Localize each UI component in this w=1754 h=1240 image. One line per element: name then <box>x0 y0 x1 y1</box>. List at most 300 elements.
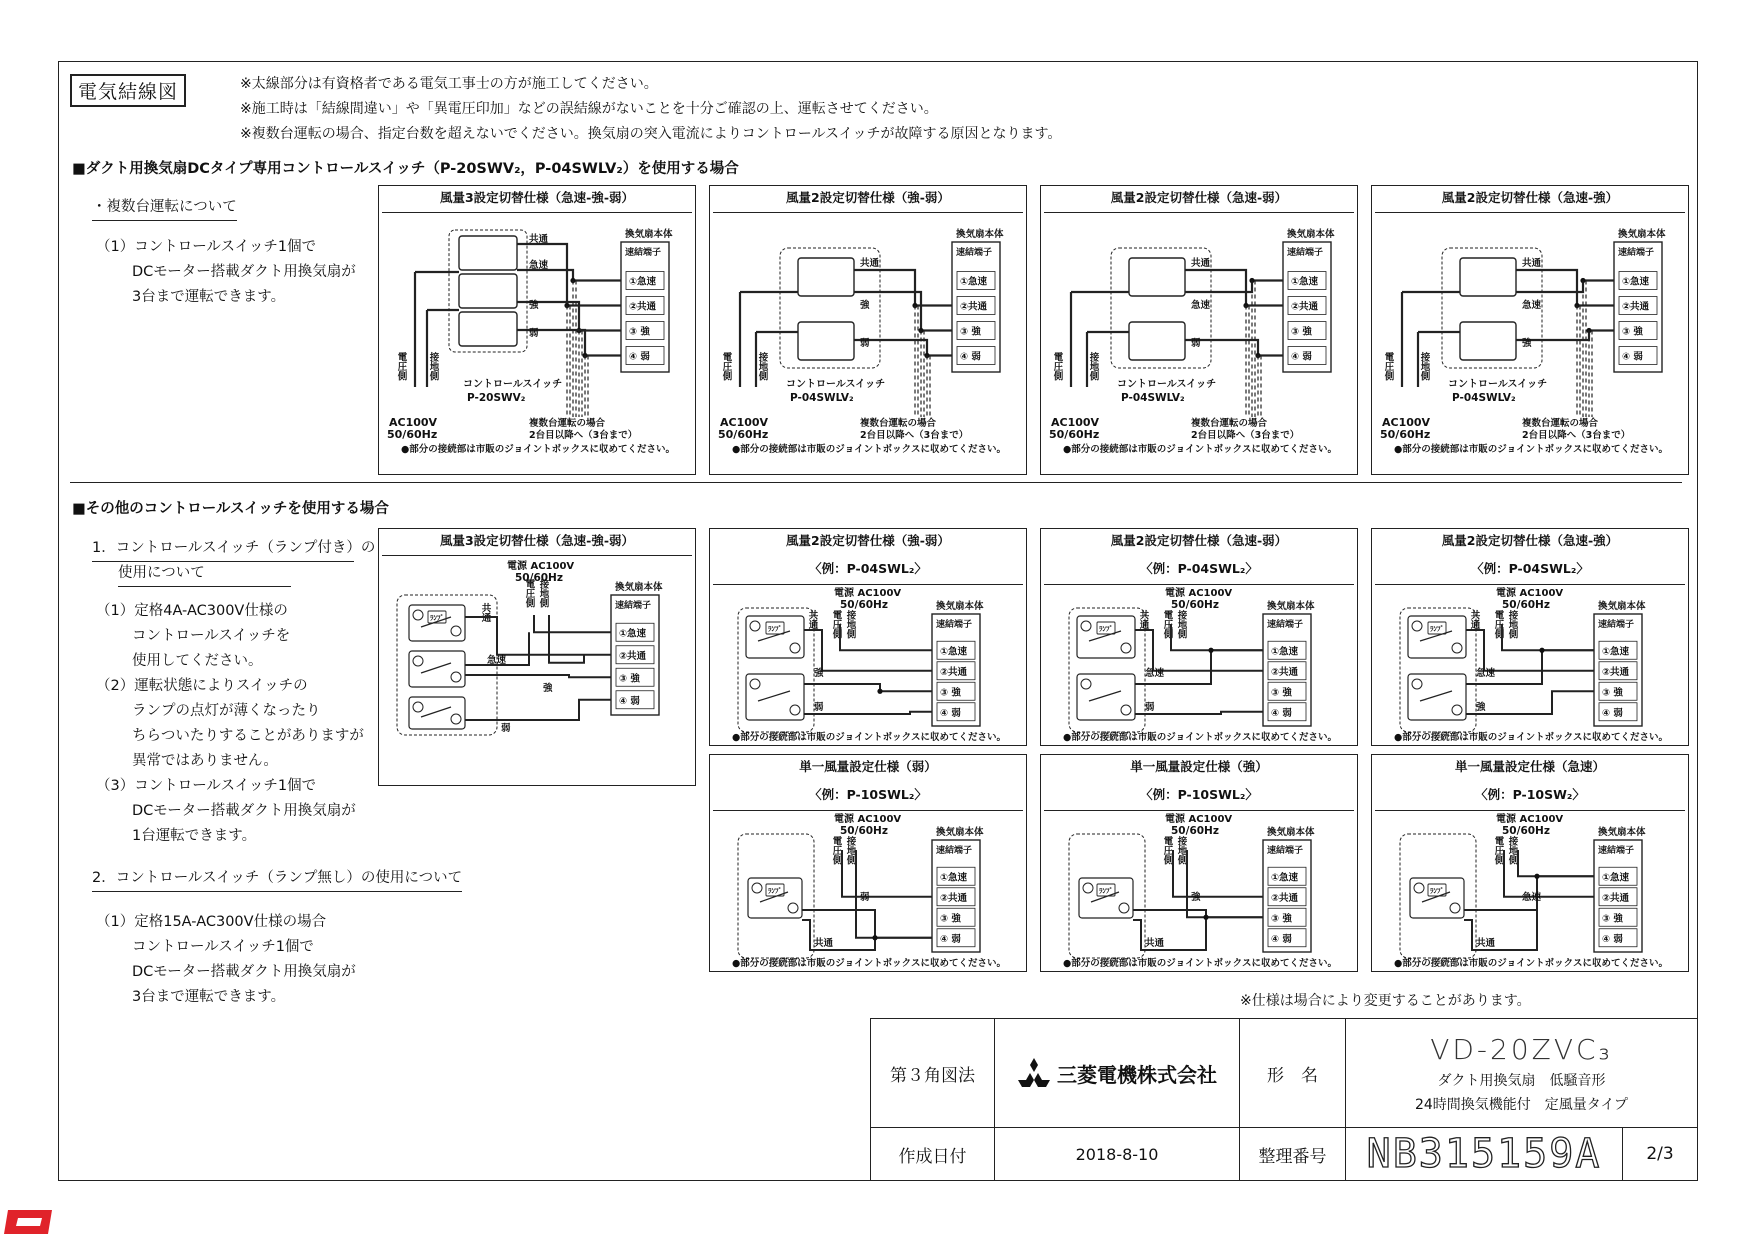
terminal-block-label: 速結端子 <box>936 846 973 856</box>
note-2: ※施工時は「結線間違い」や「異電圧印加」などの誤結線がないことを十分ご確認の上、運転させてください。 <box>240 101 938 117</box>
section2-item2-line: コントロールスイッチ1個で <box>132 939 314 955</box>
wire-label-speed: 弱 <box>860 892 870 903</box>
terminal-label: ①急速 <box>1271 872 1299 884</box>
lamp-label: ﾗﾝﾌﾟ <box>768 887 782 895</box>
terminal-label: ④ 弱 <box>1271 707 1292 719</box>
voltage-side-label: 電圧側 <box>1051 352 1063 381</box>
fan-body-label: 換気扇本体 <box>1618 229 1666 240</box>
terminal-label: ②共通 <box>940 666 968 678</box>
panel-title: 単一風量設定仕様（急速） <box>1454 759 1605 774</box>
panel-title: 風量3設定切替仕様（急速-強-弱） <box>439 533 635 548</box>
switch-unit <box>459 312 517 346</box>
switch-unit <box>459 236 517 270</box>
terminal-label: ④ 弱 <box>1602 707 1623 719</box>
switch-contact <box>1412 621 1422 631</box>
ground-side-label: 接地側 <box>1506 610 1518 639</box>
wiring-panel-top <box>1040 185 1358 475</box>
terminal-label: ④ 弱 <box>1602 933 1623 945</box>
wiring-panel-mid <box>1040 528 1358 746</box>
switch-contact <box>413 610 423 620</box>
wire-line <box>1187 850 1263 917</box>
wire-label-common: 共通 <box>1476 938 1496 949</box>
power-hz-label: 50/60Hz <box>387 428 438 441</box>
junction-note: ●部分の接続部は市販のジョイントボックスに収めてください。 <box>1393 958 1669 969</box>
second-unit-label: 2台目以降へ（3台まで） <box>1522 430 1631 441</box>
terminal-label: ①急速 <box>960 276 988 288</box>
junction-note: ●部分の接続部は市販のジョイントボックスに収めてください。 <box>1393 732 1669 743</box>
junction-note: ●部分の接続部は市販のジョイントボックスに収めてください。 <box>400 444 676 455</box>
wire-label-common: 共通 <box>529 234 549 245</box>
reference-number: NB315159A <box>1345 1127 1623 1181</box>
second-unit-label: 2台目以降へ（3台まで） <box>529 430 638 441</box>
terminal-label: ①急速 <box>1271 646 1299 658</box>
note-1: ※太線部分は有資格者である電気工事士の方が施工してください。 <box>240 76 658 92</box>
fan-body-label: 換気扇本体 <box>1598 601 1646 612</box>
section1-sub: ・複数台運転について <box>92 195 237 221</box>
model-name: VD-20ZVC₃ <box>1430 1032 1613 1066</box>
control-switch-label: コントロールスイッチ <box>786 379 886 390</box>
common-label: 共通 <box>1137 610 1149 629</box>
switch-unit <box>1129 322 1185 360</box>
voltage-side-label: 電圧側 <box>830 610 842 639</box>
wire-label-low: 強 <box>1476 702 1486 713</box>
switch-unit <box>459 274 517 308</box>
wire-label-rapid: 急速 <box>487 655 507 666</box>
section1-line: 3台まで運転できます。 <box>132 289 286 305</box>
section2-item1-line: 1台運転できます。 <box>132 828 257 844</box>
section2-sub1: 1．コントロールスイッチ（ランプ付き）の <box>92 536 354 562</box>
panel-title: 風量2設定切替仕様（急速-弱） <box>1110 533 1288 548</box>
terminal-label: ③ 強 <box>960 326 981 338</box>
wiring-diagram-top-3 <box>1372 212 1690 474</box>
panel-example: 〈例：P-04SWL₂〉 <box>1471 561 1589 576</box>
wiring-diagram-top-2 <box>1041 212 1359 474</box>
power-ac-label: AC100V <box>1051 416 1100 429</box>
wire-label-common: 共通 <box>860 258 880 269</box>
wiring-panel-top <box>709 185 1027 475</box>
page-number: 2/3 <box>1622 1127 1698 1181</box>
section2-sub2: 2．コントロールスイッチ（ランプ無し）の使用について <box>92 866 462 892</box>
ground-side-label: 接地側 <box>1087 352 1099 381</box>
terminal-label: ①急速 <box>1622 276 1650 288</box>
terminal-label: ①急速 <box>1602 646 1630 658</box>
section2-item1-line: （2）運転状態によりスイッチの <box>96 678 308 694</box>
wire-label-weak: 弱 <box>529 328 539 339</box>
wire-line <box>1420 691 1452 701</box>
terminal-label: ①急速 <box>619 628 647 640</box>
created-date: 2018-8-10 <box>994 1127 1240 1181</box>
power-ac-label: 電源 AC100V <box>1496 588 1564 599</box>
wire-label-speed: 強 <box>1191 892 1201 903</box>
wire-label-common: 共通 <box>814 938 834 949</box>
section-title: 電気結線図 <box>70 74 186 107</box>
spec-change-note: ※仕様は場合により変更することがあります。 <box>1240 993 1531 1009</box>
switch-contact <box>1081 679 1091 689</box>
control-switch-model: P-04SWLV₂ <box>1121 392 1185 404</box>
power-ac-label: 電源 AC100V <box>834 814 902 825</box>
lamp-label: ﾗﾝﾌﾟ <box>768 625 782 633</box>
common-label: 共通 <box>479 603 491 622</box>
terminal-label: ①急速 <box>1291 276 1319 288</box>
date-label: 作成日付 <box>870 1127 995 1181</box>
power-ac-label: 電源 AC100V <box>1496 814 1564 825</box>
switch-contact <box>451 626 461 636</box>
terminal-label: ②共通 <box>619 650 647 662</box>
wiring-diagram-lamp3 <box>379 555 697 785</box>
terminal-label: ③ 強 <box>1291 326 1312 338</box>
wire-line <box>854 292 952 331</box>
switch-contact <box>790 643 800 653</box>
wiring-panel-mid <box>1371 528 1689 746</box>
switch-contact <box>752 883 762 893</box>
section2-item1-line: ランプの点灯が薄くなったり <box>132 703 321 719</box>
wiring-diagram-single-2 <box>1372 810 1690 972</box>
wire-line <box>1133 917 1206 950</box>
switch-unit <box>798 322 854 360</box>
control-switch-model: P-04SWLV₂ <box>1452 392 1516 404</box>
junction-note: ●部分の接続部は市販のジョイントボックスに収めてください。 <box>1062 444 1338 455</box>
switch-contact <box>451 672 461 682</box>
voltage-side-label: 電圧側 <box>1492 836 1504 865</box>
terminal-label: ①急速 <box>940 646 968 658</box>
wire-label-low: 弱 <box>860 338 870 349</box>
power-ac-label: AC100V <box>389 416 438 429</box>
wire-label-mid: 急速 <box>1522 300 1542 311</box>
terminal-label: ③ 強 <box>1271 913 1292 925</box>
control-switch-model: P-20SWV₂ <box>467 392 526 404</box>
switch-contact <box>1121 705 1131 715</box>
power-hz-label: 50/60Hz <box>1171 825 1219 837</box>
control-switch-label: コントロールスイッチ <box>1117 379 1217 390</box>
junction-dot <box>1203 915 1208 920</box>
terminal-label: ③ 強 <box>1602 913 1623 925</box>
fan-body-label: 換気扇本体 <box>1267 827 1315 838</box>
ground-side-label: 接地側 <box>1175 836 1187 865</box>
junction-note: ●部分の接続部は市販のジョイントボックスに収めてください。 <box>731 958 1007 969</box>
wire-line <box>465 700 611 720</box>
section2-item2-line: 3台まで運転できます。 <box>132 989 286 1005</box>
section2-heading: ■その他のコントロールスイッチを使用する場合 <box>72 501 389 517</box>
fan-body-label: 換気扇本体 <box>1267 601 1315 612</box>
lamp-label: ﾗﾝﾌﾟ <box>1430 887 1444 895</box>
power-hz-label: 50/60Hz <box>515 572 563 584</box>
panel-example: 〈例：P-04SWL₂〉 <box>809 561 927 576</box>
wiring-diagram-single-0 <box>710 810 1028 972</box>
control-switch-label: コントロールスイッチ <box>463 379 563 390</box>
fan-body-label: 換気扇本体 <box>1598 827 1646 838</box>
voltage-side-label: 電圧側 <box>1161 610 1173 639</box>
switch-contact <box>1119 903 1129 913</box>
terminal-label: ④ 弱 <box>940 933 961 945</box>
wire-line <box>802 910 932 938</box>
junction-dot <box>1539 648 1544 653</box>
panel-title: 風量2設定切替仕様（強-弱） <box>786 533 950 548</box>
voltage-side-label: 電圧側 <box>1492 610 1504 639</box>
terminal-block-label: 速結端子 <box>625 248 662 258</box>
power-hz-label: 50/60Hz <box>1502 599 1550 611</box>
wire-line <box>804 684 932 691</box>
company-cell <box>994 1018 1240 1128</box>
terminal-label: ①急速 <box>1602 872 1630 884</box>
terminal-label: ②共通 <box>960 301 988 313</box>
section1-line: （1）コントロールスイッチ1個で <box>96 239 317 255</box>
switch-contact <box>1412 679 1422 689</box>
multi-run-label: 複数台運転の場合 <box>529 418 606 429</box>
terminal-block-label: 速結端子 <box>1598 846 1635 856</box>
wire-label-common: 共通 <box>1145 938 1165 949</box>
wire-label-speed: 急速 <box>1522 892 1542 903</box>
switch-contact <box>1414 883 1424 893</box>
second-unit-label: 2台目以降へ（3台まで） <box>860 430 969 441</box>
power-hz-label: 50/60Hz <box>1171 599 1219 611</box>
title-block <box>870 1018 1698 1181</box>
wire-label-low: 弱 <box>1191 338 1201 349</box>
multi-run-label: 複数台運転の場合 <box>860 418 937 429</box>
terminal-block-label: 速結端子 <box>956 248 993 258</box>
ground-side-label: 接地側 <box>1506 836 1518 865</box>
voltage-side-label: 電圧側 <box>523 579 535 608</box>
terminal-label: ④ 弱 <box>940 707 961 719</box>
wire-label-mid: 急速 <box>1476 668 1496 679</box>
section2-item2-line: DCモーター搭載ダクト用換気扇が <box>132 964 356 980</box>
terminal-label: ③ 強 <box>629 326 650 338</box>
junction-note: ●部分の接続部は市販のジョイントボックスに収めてください。 <box>1393 444 1669 455</box>
wiring-panel-mid <box>709 528 1027 746</box>
power-ac-label: 電源 AC100V <box>1165 814 1233 825</box>
junction-dot <box>872 935 877 940</box>
section2-sub1-cont: 使用について <box>118 561 291 587</box>
section1-heading: ■ダクト用換気扇DCタイプ専用コントロールスイッチ（P-20SWV₂，P-04SWLV₂）を使用する場合 <box>72 161 739 177</box>
wire-label-strong: 強 <box>543 683 553 694</box>
wire-line <box>534 615 611 632</box>
ground-side-label: 接地側 <box>427 352 439 381</box>
power-ac-label: 電源 AC100V <box>507 561 575 572</box>
common-label: 共通 <box>1468 610 1480 629</box>
terminal-label: ②共通 <box>940 892 968 904</box>
terminal-label: ③ 強 <box>1271 687 1292 699</box>
power-hz-label: 50/60Hz <box>718 428 769 441</box>
section-divider <box>70 482 1682 483</box>
terminal-label: ④ 弱 <box>1291 351 1312 363</box>
panel-title: 風量3設定切替仕様（急速-強-弱） <box>439 190 635 205</box>
junction-note: ●部分の接続部は市販のジョイントボックスに収めてください。 <box>731 732 1007 743</box>
panel-title: 風量2設定切替仕様（急速-強） <box>1441 533 1619 548</box>
wire-line <box>517 244 621 306</box>
fan-body-label: 換気扇本体 <box>956 229 1004 240</box>
switch-contact <box>788 903 798 913</box>
power-hz-label: 50/60Hz <box>1049 428 1100 441</box>
junction-dot <box>1534 874 1539 879</box>
wiring-panel-single <box>709 754 1027 972</box>
wiring-diagram-single-1 <box>1041 810 1359 972</box>
note-3: ※複数台運転の場合、指定台数を超えないでください。換気扇の突入電流によりコントロールスイッチが故障する原因となります。 <box>240 126 1062 142</box>
panel-title: 風量2設定切替仕様（急速-弱） <box>1110 190 1288 205</box>
wire-line <box>421 663 451 673</box>
fan-body-label: 換気扇本体 <box>625 229 673 240</box>
ground-side-label: 接地側 <box>537 579 549 608</box>
wire-line <box>517 270 621 281</box>
voltage-side-label: 電圧側 <box>720 352 732 381</box>
model-desc-2: 24時間換気機能付 定風量タイプ <box>1414 1096 1629 1113</box>
panel-example: 〈例：P-10SWL₂〉 <box>1140 787 1258 802</box>
terminal-label: ②共通 <box>1271 666 1299 678</box>
terminal-label: ③ 強 <box>940 913 961 925</box>
voltage-side-label: 電圧側 <box>1382 352 1394 381</box>
switch-contact <box>750 621 760 631</box>
terminal-label: ③ 強 <box>1622 326 1643 338</box>
wire-line <box>421 707 451 717</box>
second-unit-label: 2台目以降へ（3台まで） <box>1191 430 1300 441</box>
lamp-label: ﾗﾝﾌﾟ <box>430 614 444 622</box>
section2-item1-line: DCモーター搭載ダクト用換気扇が <box>132 803 356 819</box>
fan-body-label: 換気扇本体 <box>1287 229 1335 240</box>
fan-body-label: 換気扇本体 <box>615 582 663 593</box>
power-hz-label: 50/60Hz <box>840 599 888 611</box>
switch-contact <box>1081 621 1091 631</box>
switch-unit <box>1129 258 1185 296</box>
ground-side-label: 接地側 <box>844 610 856 639</box>
panel-title: 単一風量設定仕様（強） <box>1130 759 1268 774</box>
section1-line: DCモーター搭載ダクト用換気扇が <box>132 264 356 280</box>
multi-run-label: 複数台運転の場合 <box>1522 418 1599 429</box>
power-ac-label: 電源 AC100V <box>1165 588 1233 599</box>
section2-item1-line: （3）コントロールスイッチ1個で <box>96 778 317 794</box>
panel-example: 〈例：P-10SWL₂〉 <box>809 787 927 802</box>
wire-line <box>1185 281 1283 293</box>
terminal-block-label: 速結端子 <box>1267 846 1304 856</box>
ground-side-label: 接地側 <box>1418 352 1430 381</box>
lamp-label: ﾗﾝﾌﾟ <box>1099 887 1113 895</box>
wire-label-mid: 急速 <box>1191 300 1211 311</box>
name-label: 形 名 <box>1239 1018 1346 1128</box>
junction-dot <box>877 689 882 694</box>
voltage-side-label: 電圧側 <box>395 352 407 381</box>
terminal-label: ①急速 <box>629 276 657 288</box>
terminal-label: ③ 強 <box>940 687 961 699</box>
number-label: 整理番号 <box>1239 1127 1346 1181</box>
section2-item1-line: ちらついたりすることがありますが <box>132 728 364 744</box>
wire-label-common: 共通 <box>1191 258 1211 269</box>
switch-unit <box>1460 258 1516 296</box>
ground-side-label: 接地側 <box>756 352 768 381</box>
panel-title: 単一風量設定仕様（弱） <box>799 759 937 774</box>
power-hz-label: 50/60Hz <box>1502 825 1550 837</box>
terminal-label: ④ 弱 <box>619 695 640 707</box>
switch-unit <box>798 258 854 296</box>
multi-run-label: 複数台運転の場合 <box>1191 418 1268 429</box>
wire-label-low: 弱 <box>1145 702 1155 713</box>
panel-title: 風量2設定切替仕様（強-弱） <box>786 190 950 205</box>
power-ac-label: AC100V <box>720 416 769 429</box>
switch-contact <box>1083 883 1093 893</box>
wiring-panel-top <box>1371 185 1689 475</box>
section2-item1-line: コントロールスイッチを <box>132 628 291 644</box>
section2-item1-line: （1）定格4A-AC300V仕様の <box>96 603 288 619</box>
power-ac-label: 電源 AC100V <box>834 588 902 599</box>
wire-label-mid: 急速 <box>1145 668 1165 679</box>
wiring-diagram-mid-0 <box>710 584 1028 746</box>
terminal-block-label: 速結端子 <box>936 620 973 630</box>
wire-line <box>1516 281 1614 293</box>
wire-label-mid: 強 <box>814 668 824 679</box>
wiring-panel-lamp3 <box>378 528 696 786</box>
wire-line <box>802 920 875 950</box>
voltage-side-label: 電圧側 <box>1161 836 1173 865</box>
wire-line <box>1464 876 1537 950</box>
terminal-block-label: 速結端子 <box>1287 248 1324 258</box>
junction-dot <box>1208 648 1213 653</box>
power-hz-label: 50/60Hz <box>1380 428 1431 441</box>
wire-label-weak: 弱 <box>501 723 511 734</box>
panel-example: 〈例：P-10SW₂〉 <box>1475 787 1585 802</box>
terminal-label: ④ 弱 <box>629 351 650 363</box>
wiring-diagram-top-1 <box>710 212 1028 474</box>
terminal-label: ④ 弱 <box>1622 351 1643 363</box>
wire-line <box>1089 691 1121 701</box>
terminal-label: ①急速 <box>940 872 968 884</box>
terminal-label: ③ 強 <box>1602 687 1623 699</box>
ground-side-label: 接地側 <box>1175 610 1187 639</box>
common-label: 共通 <box>806 610 818 629</box>
terminal-label: ②共通 <box>629 301 657 313</box>
wire-label-low: 弱 <box>814 702 824 713</box>
switch-housing <box>449 230 527 352</box>
ground-side-label: 接地側 <box>844 836 856 865</box>
terminal-label: ④ 弱 <box>1271 933 1292 945</box>
switch-contact <box>790 705 800 715</box>
terminal-label: ②共通 <box>1291 301 1319 313</box>
terminal-block-label: 速結端子 <box>1618 248 1655 258</box>
company-name: 三菱電機株式会社 <box>1057 1062 1217 1087</box>
control-switch-label: コントロールスイッチ <box>1448 379 1548 390</box>
terminal-label: ②共通 <box>1622 301 1650 313</box>
wiring-diagram-mid-2 <box>1372 584 1690 746</box>
wiring-panel-single <box>1371 754 1689 972</box>
lamp-label: ﾗﾝﾌﾟ <box>1099 625 1113 633</box>
wiring-panel-top <box>378 185 696 475</box>
mitsubishi-logo-icon <box>1017 1058 1051 1088</box>
switch-contact <box>451 714 461 724</box>
terminal-block-label: 速結端子 <box>1598 620 1635 630</box>
terminal-block-label: 速結端子 <box>615 601 652 611</box>
wire-line <box>465 675 611 677</box>
wire-label-low: 強 <box>1522 338 1532 349</box>
wire-label-mid: 強 <box>860 300 870 311</box>
fan-body-label: 換気扇本体 <box>936 827 984 838</box>
section2-item1-line: 異常ではありません。 <box>132 753 278 769</box>
control-switch-model: P-04SWLV₂ <box>790 392 854 404</box>
model-desc-1: ダクト用換気扇 低騒音形 <box>1437 1072 1606 1089</box>
wire-line <box>1133 910 1263 917</box>
wire-line <box>1518 850 1594 876</box>
switch-contact <box>1450 903 1460 913</box>
power-ac-label: AC100V <box>1382 416 1431 429</box>
panel-title: 風量2設定切替仕様（急速-強） <box>1441 190 1619 205</box>
terminal-block-label: 速結端子 <box>1267 620 1304 630</box>
switch-contact <box>1452 705 1462 715</box>
switch-contact <box>750 679 760 689</box>
wire-line <box>758 691 790 701</box>
junction-note: ●部分の接続部は市販のジョイントボックスに収めてください。 <box>731 444 1007 455</box>
switch-contact <box>413 656 423 666</box>
projection-method: 第３角図法 <box>870 1018 995 1128</box>
corner-logo-icon <box>4 1204 56 1238</box>
section2-item2-line: （1）定格15A-AC300V仕様の場合 <box>96 914 327 930</box>
model-cell <box>1345 1018 1698 1128</box>
terminal-label: ②共通 <box>1602 892 1630 904</box>
wire-label-strong: 強 <box>529 300 539 311</box>
switch-contact <box>1452 643 1462 653</box>
